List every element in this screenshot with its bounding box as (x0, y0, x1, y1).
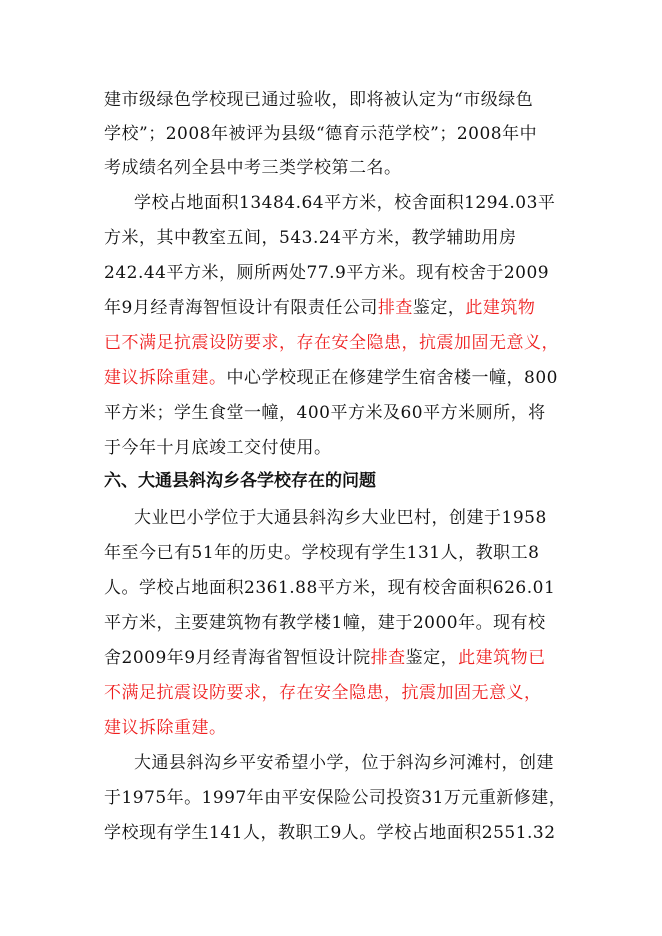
text-segment: 学校占地面积13484.64平方米，校舍面积1294.03平 (134, 193, 556, 213)
text-line (104, 123, 564, 145)
text-segment: 年至今已有51年的历史。学校现有学生131人，教职工8 (104, 543, 540, 563)
text-line (104, 227, 564, 249)
text-line (104, 822, 564, 844)
text-line (104, 297, 564, 319)
highlight-segment: 排查 (370, 648, 406, 668)
highlight-segment: 建议拆除重建。 (104, 368, 227, 388)
text-segment: 242.44平方米，厕所两处77.9平方米。现有校舍于2009 (104, 263, 550, 283)
text-segment: 平方米，主要建筑物有教学楼1幢，建于2000年。现有校 (104, 613, 546, 633)
heading-text: 六、大通县斜沟乡各学校存在的问题 (104, 471, 376, 491)
text-line (104, 262, 564, 284)
text-segment: 鉴定， (405, 648, 459, 668)
text-segment: 中心学校现正在修建学生宿舍楼一幢，800 (226, 368, 558, 388)
text-segment: 大通县斜沟乡平安希望小学，位于斜沟乡河滩村，创建 (134, 753, 554, 773)
text-segment: 学校现有学生141人，教职工9人。学校占地面积2551.32 (104, 823, 556, 843)
text-segment: 大业巴小学位于大通县斜沟乡大业巴村，创建于1958 (134, 508, 547, 528)
text-line (104, 577, 564, 599)
text-segment: 于今年十月底竣工交付使用。 (104, 438, 332, 458)
text-line (104, 612, 564, 634)
highlight-segment: 已不满足抗震设防要求，存在安全隐患，抗震加固无意义， (104, 333, 559, 353)
text-segment: 平方米；学生食堂一幢，400平方米及60平方米厕所，将 (104, 403, 546, 423)
text-line (104, 157, 564, 179)
text-line (104, 647, 564, 669)
text-line (134, 507, 564, 529)
text-segment: 舍2009年9月经青海省智恒设计院 (104, 648, 371, 668)
text-segment: 鉴定， (412, 298, 466, 318)
text-segment: 年9月经青海智恒设计有限责任公司 (104, 298, 378, 318)
text-line (104, 542, 564, 564)
text-segment: 于1975年。1997年由平安保险公司投资31万元重新修建， (104, 788, 567, 808)
text-segment: 建市级绿色学校现已通过验收，即将被认定为“市级绿色 (104, 90, 534, 110)
text-line (104, 402, 564, 424)
text-line (134, 192, 564, 214)
text-line (134, 752, 564, 774)
text-segment: 方米，其中教室五间，543.24平方米，教学辅助用房 (104, 228, 517, 248)
highlight-segment: 此建筑物已 (458, 648, 546, 668)
text-segment: 学校”；2008年被评为县级“德育示范学校”；2008年中 (104, 124, 538, 144)
text-line (104, 367, 564, 389)
highlight-segment: 建议拆除重建。 (104, 718, 227, 738)
highlight-segment: 排查 (377, 298, 413, 318)
text-line (104, 682, 564, 704)
text-line (104, 787, 567, 809)
text-line (104, 437, 564, 459)
text-line (104, 717, 564, 739)
text-segment: 人。学校占地面积2361.88平方米，现有校舍面积626.01 (104, 578, 556, 598)
text-line (104, 89, 564, 111)
text-line (104, 332, 564, 354)
text-segment: 考成绩名列全县中考三类学校第二名。 (104, 158, 402, 178)
section-heading (104, 470, 564, 492)
highlight-segment: 此建筑物 (465, 298, 536, 318)
highlight-segment: 不满足抗震设防要求，存在安全隐患，抗震加固无意义， (104, 683, 542, 703)
